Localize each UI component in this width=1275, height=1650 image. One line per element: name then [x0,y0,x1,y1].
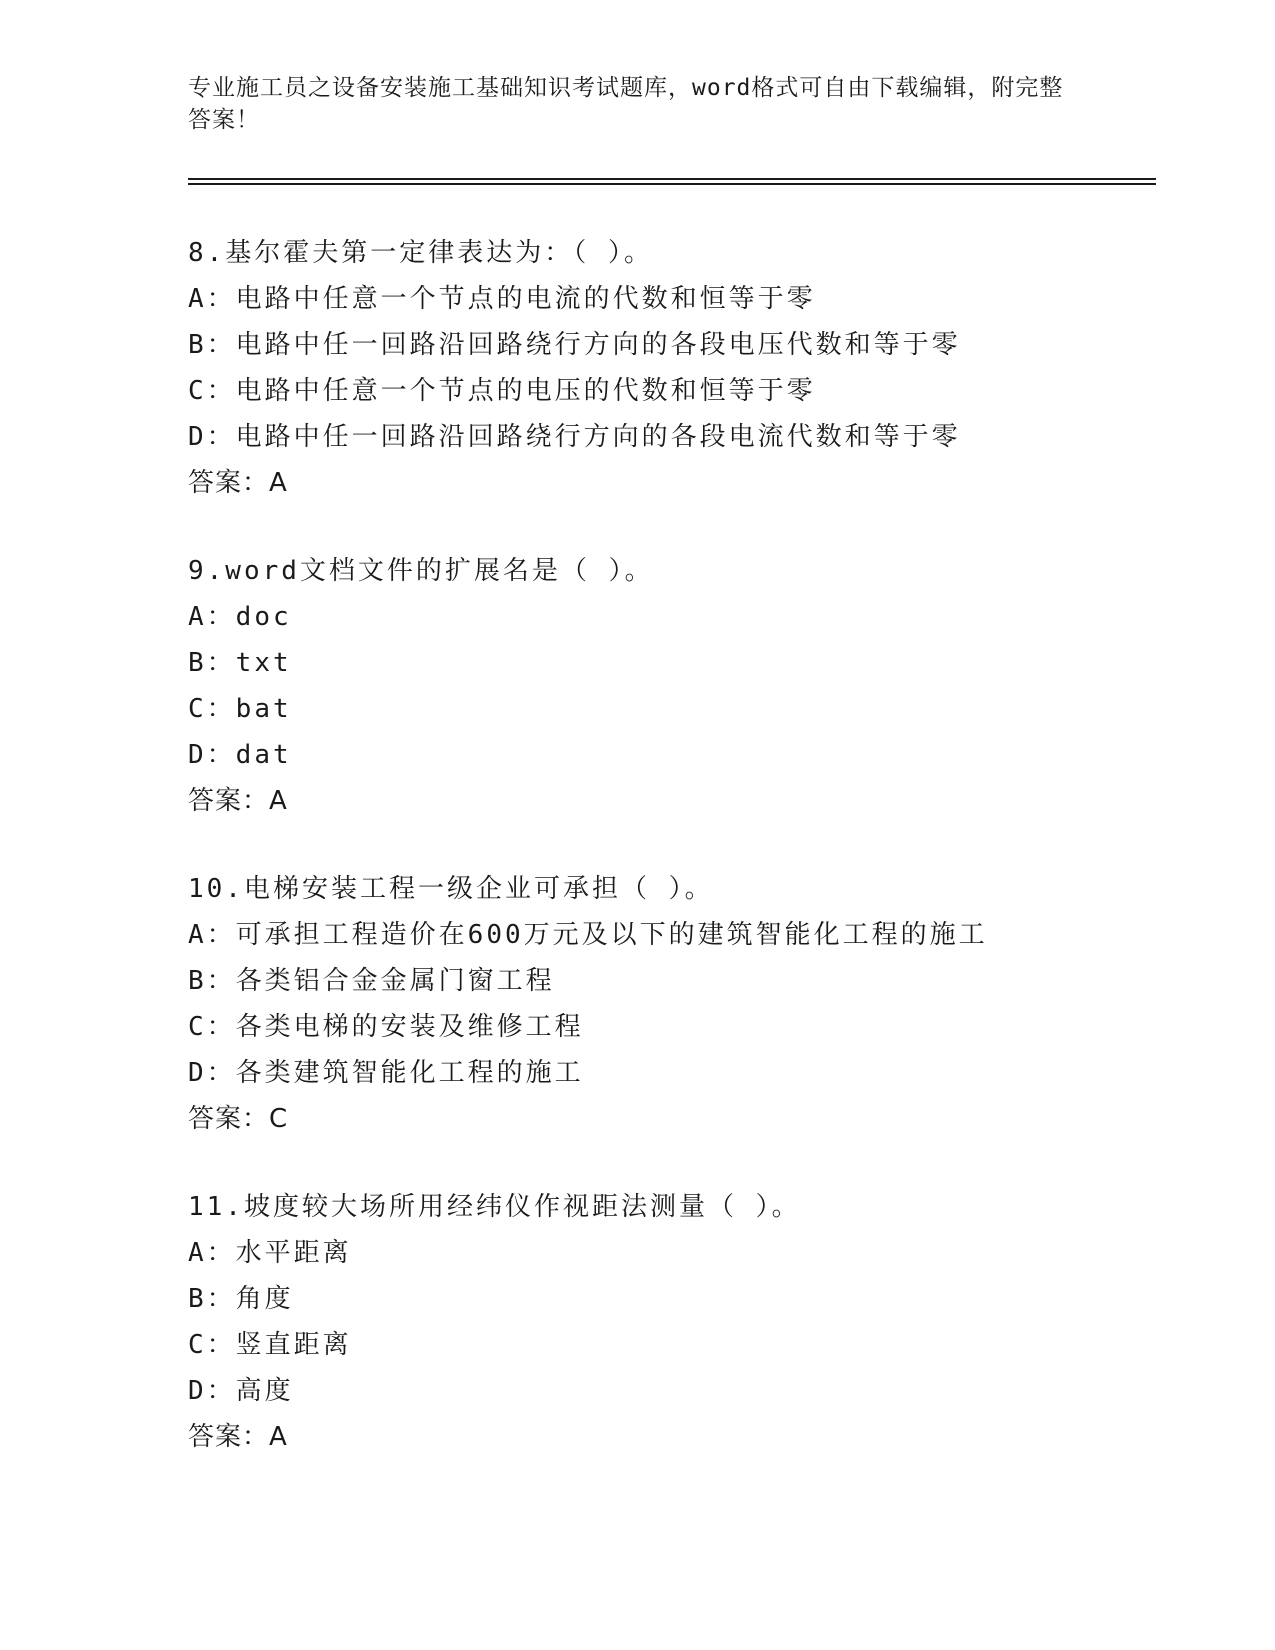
option-text: 电路中任一回路沿回路绕行方向的各段电流代数和等于零 [235,422,961,452]
option-key: A [188,920,207,950]
option-text: txt [235,648,292,678]
option-b: B：角度 [188,1276,1168,1322]
option-text: 电路中任意一个节点的电流的代数和恒等于零 [235,284,816,314]
option-key: D [188,1376,207,1406]
option-key: A [188,284,207,314]
answer-line: 答案：A [188,1422,288,1452]
option-key: B [188,1284,207,1314]
option-key: B [188,966,207,996]
question-stem: 8.基尔霍夫第一定律表达为：（ ）。 [188,238,653,268]
option-key: B [188,330,207,360]
option-a: A：doc [188,594,1168,640]
question-stem: 10.电梯安装工程一级企业可承担（ ）。 [188,874,714,904]
option-text: 竖直距离 [235,1330,352,1360]
option-text: doc [235,602,292,632]
option-text: 各类电梯的安装及维修工程 [235,1012,584,1042]
option-key: C [188,1012,207,1042]
option-a: A：水平距离 [188,1230,1168,1276]
option-a: A：电路中任意一个节点的电流的代数和恒等于零 [188,276,1168,322]
option-b: B：各类铝合金金属门窗工程 [188,958,1168,1004]
option-text: 可承担工程造价在600万元及以下的建筑智能化工程的施工 [235,920,988,950]
option-key: D [188,1058,207,1088]
option-text: 高度 [235,1376,294,1406]
option-key: B [188,648,207,678]
answer-line: 答案：C [188,1104,289,1134]
question-block [188,866,1168,1142]
option-d: D：各类建筑智能化工程的施工 [188,1050,1168,1096]
answer-line: 答案：A [188,786,288,816]
option-d: D：dat [188,732,1168,778]
option-text: 各类建筑智能化工程的施工 [235,1058,584,1088]
option-text: 各类铝合金金属门窗工程 [235,966,555,996]
option-key: D [188,740,207,770]
option-text: 水平距离 [235,1238,352,1268]
question-stem: 9.word文档文件的扩展名是（ ）。 [188,556,654,586]
option-key: D [188,422,207,452]
option-text: dat [235,740,292,770]
option-key: C [188,694,207,724]
option-b: B：txt [188,640,1168,686]
option-key: A [188,602,207,632]
question-block [188,1184,1168,1460]
option-a: A：可承担工程造价在600万元及以下的建筑智能化工程的施工 [188,912,1168,958]
option-b: B：电路中任一回路沿回路绕行方向的各段电压代数和等于零 [188,322,1168,368]
option-c: C：各类电梯的安装及维修工程 [188,1004,1168,1050]
question-block [188,230,1168,506]
option-key: C [188,1330,207,1360]
option-c: C：bat [188,686,1168,732]
option-text: bat [235,694,292,724]
answer-line: 答案：A [188,468,288,498]
option-key: A [188,1238,207,1268]
option-d: D：高度 [188,1368,1168,1414]
document-header: 专业施工员之设备安装施工基础知识考试题库，word格式可自由下载编辑，附完整答案！ [188,75,1064,133]
header-divider-bottom [188,183,1156,185]
option-d: D：电路中任一回路沿回路绕行方向的各段电流代数和等于零 [188,414,1168,460]
option-c: C：竖直距离 [188,1322,1168,1368]
option-key: C [188,376,207,406]
option-text: 电路中任一回路沿回路绕行方向的各段电压代数和等于零 [235,330,961,360]
header-divider-top [188,178,1156,180]
question-stem: 11.坡度较大场所用经纬仪作视距法测量（ ）。 [188,1192,801,1222]
question-block [188,548,1168,824]
option-text: 电路中任意一个节点的电压的代数和恒等于零 [235,376,816,406]
option-c: C：电路中任意一个节点的电压的代数和恒等于零 [188,368,1168,414]
option-text: 角度 [235,1284,294,1314]
